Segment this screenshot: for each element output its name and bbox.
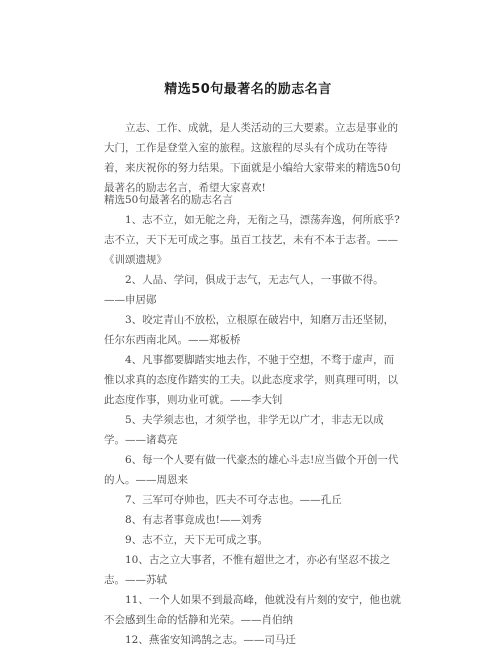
- quote-item: 12、燕雀安知鸿鹄之志。——司马迁: [125, 634, 296, 646]
- quote-item: 8、有志者事竟成也!——刘秀: [125, 514, 262, 526]
- quote-item: 11、一个人如果不到最高峰，他就没有片刻的安宁，他也就不会感到生命的恬静和光荣。——肖伯纳: [104, 594, 401, 626]
- quote-list: [104, 210, 404, 650]
- quote-item: 2、人品、学问，俱成于志气，无志气人，一事做不得。——申居郧: [104, 274, 384, 306]
- section-heading: 精选50句最著名的励志名言: [104, 194, 233, 206]
- document-title: 精选50句最著名的励志名言: [164, 82, 332, 97]
- intro-text: 立志、工作、成就，是人类活动的三大要素。立志是事业的大门，工作是登堂入室的旅程。这旅程的尽头有个成功在等待着，来庆祝你的努力结果。下面就是小编给大家带来的精选50句最著名的励志名言，希望大家喜欢!: [104, 122, 401, 194]
- quote-item: 5、夫学须志也，才须学也，非学无以广才，非志无以成学。——诸葛亮: [104, 414, 384, 446]
- quote-item: 10、古之立大事者，不惟有超世之才，亦必有坚忍不拔之志。——苏轼: [104, 554, 391, 586]
- quote-item: 6、每一个人要有做一代豪杰的雄心斗志!应当做个开创一代的人。——周恩来: [104, 454, 399, 486]
- quote-item: 7、三军可夺帅也，匹夫不可夺志也。——孔丘: [125, 494, 342, 506]
- quote-item: 4、凡事都要脚踏实地去作，不驰于空想，不骛于虚声，而惟以求真的态度作踏实的工夫。以此态度求学，则真理可明，以此态度作事，则功业可就。——李大钊: [104, 354, 398, 406]
- quote-item: 3、咬定青山不放松，立根原在破岩中，知磨万击还坚韧，任尔东西南北风。——郑板桥: [104, 314, 395, 346]
- intro-paragraph: [104, 118, 404, 198]
- quote-item: 9、志不立，天下无可成之事。: [125, 534, 269, 546]
- quote-item: 1、志不立，如无舵之舟，无衔之马，漂荡奔逸，何所底乎?志不立，天下无可成之事。虽百工技艺，未有不本于志者。——《训颂遗规》: [104, 214, 400, 266]
